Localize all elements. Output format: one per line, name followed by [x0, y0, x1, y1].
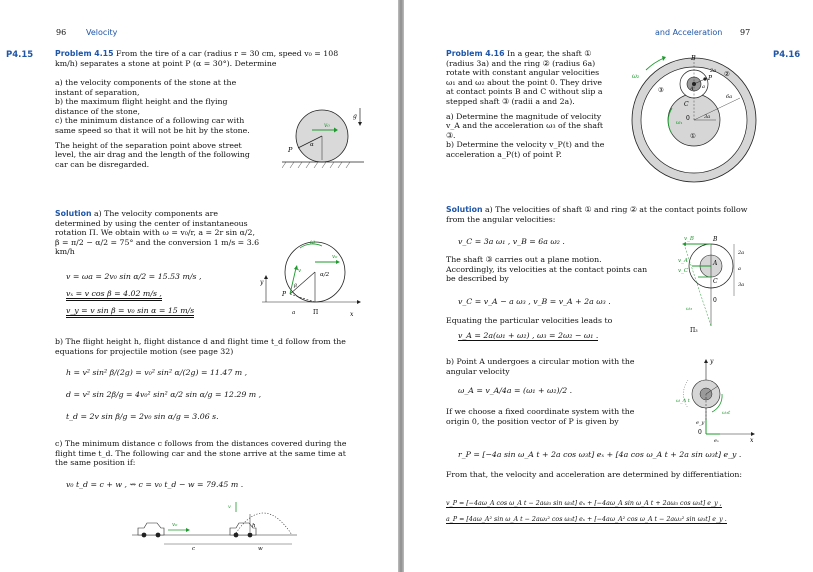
- gear-n2-label: ②: [724, 70, 730, 78]
- c-label: c: [192, 546, 196, 552]
- eq-d: d = v² sin 2β/g = 4v₀² sin² α/2 sin α/g = 12.29 m ,: [66, 390, 262, 399]
- coord-y-label: y: [710, 358, 714, 365]
- vel-a-dim: a: [738, 266, 741, 272]
- vel-b-label: B: [713, 236, 718, 243]
- left-page: [0, 0, 398, 572]
- problem-416-title: Problem 4.16: [446, 49, 505, 58]
- problem-statement: [55, 49, 360, 68]
- vel-a-label: A: [713, 260, 718, 267]
- point-p-label: P: [288, 146, 293, 154]
- following-car: [138, 523, 164, 535]
- gear-b-label: B: [691, 54, 696, 62]
- eq-vy: v_y = v sin β = v₀ sin α = 15 m/s: [66, 306, 194, 318]
- vel-vc-label: v_C: [678, 268, 689, 274]
- page-number-right: 97: [740, 28, 751, 37]
- vel-origin-label: 0: [713, 297, 717, 304]
- margin-tag-p415: P4.15: [6, 50, 34, 60]
- gear-3a-dim: 3a: [704, 114, 711, 120]
- v-arrow: [290, 268, 296, 294]
- item-c: c) the minimum distance of a following car with same speed so that it will not be hit by the stone.: [55, 116, 250, 135]
- position-text: If we choose a fixed coordinate system with the origin 0, the position vector of P is given by: [446, 407, 635, 426]
- eq-vp: v_P = [−4aω_A cos ω_A t − 2aω₃ sin ω₃t] eₓ + [−4aω_A sin ω_A t + 2aω₃ cos ω₃t] e_y ,: [446, 500, 722, 507]
- omega-label: ω: [310, 239, 315, 246]
- vel-c-label: C: [713, 278, 718, 285]
- v-label: v: [298, 268, 302, 274]
- y-label: y: [260, 279, 264, 286]
- solution-wheel-figure: [260, 232, 364, 322]
- page-number-left: 96: [56, 28, 67, 37]
- a-label: a: [292, 310, 296, 316]
- equating-text: Equating the particular velocities leads to: [446, 316, 613, 325]
- pi-label: Π: [313, 309, 319, 316]
- solution-416-a-body: a) The velocities of shaft ① and ring ② at the contact points follow from the angular velocities:: [446, 205, 748, 224]
- problem-items: [55, 78, 260, 169]
- eq-td: t_d = 2v sin β/g = 2v₀ sin α/g = 3.06 s.: [66, 412, 219, 421]
- gear-n3-label: ③: [658, 86, 664, 94]
- velocity-figure: [666, 228, 766, 338]
- gear-w2-label: ω₂: [632, 73, 640, 80]
- alpha2-label: α/2: [320, 272, 330, 278]
- from-that-text: From that, the velocity and acceleration are determined by differentiation:: [446, 470, 743, 479]
- problem-416-statement: [446, 49, 606, 160]
- gear-2a-dim: 2a: [710, 68, 717, 74]
- shaft-text: The shaft ③ carries out a plane motion. Accordingly, its velocities at the contact points can be described by: [446, 255, 648, 284]
- problem-416-intro: In a gear, the shaft ① (radius 3a) and the ring ② (radius 6a) rotate with constant angular velocities ω₁ and ω₂ about the point 0. They drive at contact points B and C without slip a stepped shaft ③ (radii a and 2a).: [446, 49, 603, 106]
- running-head-left: Velocity: [86, 28, 118, 37]
- eq-c: v₀ t_d = c + w , ⇝ c = v₀ t_d − w = 79.45 m .: [66, 480, 244, 489]
- beta-label: β: [294, 283, 297, 289]
- item-b: b) the maximum flight height and the flying distance of the stone,: [55, 97, 228, 116]
- solution-416-label: Solution: [446, 205, 483, 214]
- eq-v: v = ωa = 2v₀ sin α/2 = 15.53 m/s ,: [66, 272, 202, 281]
- gear-a-label: A: [690, 86, 694, 92]
- vel-va-label: v_A: [678, 258, 688, 264]
- coord-ey-label: e_y: [696, 420, 705, 426]
- gear-figure: [624, 48, 764, 188]
- vel-3a-label: 3a: [738, 282, 745, 288]
- coord-wa-label: ω_A t: [676, 398, 690, 404]
- solution-v0-label: v₀: [332, 254, 338, 260]
- gravity-label: g: [353, 113, 357, 120]
- solution-label: Solution: [55, 209, 92, 218]
- eq-rp: r_P = [−4a sin ω_A t + 2a cos ω₃t] eₓ + [4a cos ω_A t + 2a sin ω₃t] e_y .: [458, 450, 742, 459]
- vel-pi3-label: Π₃: [690, 327, 698, 334]
- solution-b-text: b) The flight height h, flight distance d and flight time t_d follow from the equations for projectile motion (see page 32): [55, 337, 346, 356]
- solution-416-a: [446, 205, 756, 224]
- gear-6a-dim: 6a: [726, 94, 733, 100]
- running-head-right: and Acceleration: [655, 28, 723, 37]
- gear-p-label: P: [708, 75, 713, 82]
- eq-wa: ω_A = v_A/4a = (ω₁ + ω₂)/2 .: [458, 386, 573, 395]
- solution-c-text: c) The minimum distance c follows from the distances covered during the flight time t_d. The following car and the stone arrive at the same time at the same position if:: [55, 439, 347, 468]
- coord-w3-label: ω₃t: [722, 410, 731, 416]
- eq-vx: vₓ = v cos β = 4.02 m/s ,: [66, 289, 162, 301]
- car-trajectory-figure: [132, 500, 297, 552]
- solution-a-body: a) The velocity components are determined by using the center of instantaneous rotation Π. We obtain with ω = v₀/r, a = 2r sin α/2, β = π/2 − α/2 = 75° and the conversion 1 m/s = 3.6 km/h: [55, 209, 260, 257]
- x-label: x: [350, 311, 354, 318]
- problem-intro: From the tire of a car (radius r = 30 cm, speed v₀ = 108 km/h) separates a stone at point P (α = 30°). Determine: [55, 49, 339, 68]
- gear-a-dim: a: [702, 84, 705, 90]
- eq-vc-vb: v_C = 3a ω₁ , v_B = 6a ω₂ .: [458, 237, 565, 246]
- gear-n1-label: ①: [690, 132, 696, 140]
- v0-label: v₀: [324, 122, 330, 129]
- margin-tag-p416: P4.16: [773, 50, 801, 60]
- eq-shaft: v_C = v_A − a ω₃ , v_B = v_A + 2a ω₃ .: [458, 297, 611, 306]
- solution-416-b: b) Point A undergoes a circular motion with the angular velocity: [446, 357, 635, 376]
- problem-note: The height of the separation point above street level, the air drag and the length of the following car can be disregarded.: [55, 140, 250, 169]
- item-a: a) the velocity components of the stone at the instant of separation,: [55, 78, 237, 97]
- solution-p-label: P: [282, 291, 287, 298]
- car-v0-label: v₀: [172, 522, 178, 528]
- h-label: h: [252, 523, 256, 529]
- coordinate-figure: [662, 354, 762, 446]
- w-label: w: [258, 546, 263, 552]
- eq-h: h = v² sin² β/(2g) = v₀² sin² α/(2g) = 11.47 m ,: [66, 368, 248, 377]
- eq-ap: a_P = [4aω_A² sin ω_A t − 2aω₃² cos ω₃t] eₓ + [−4aω_A² cos ω_A t − 2aω₃² sin ω₃t] e_y .: [446, 516, 727, 523]
- eq-va-w3: v_A = 2a(ω₁ + ω₂) , ω₃ = 2ω₂ − ω₁ .: [458, 331, 599, 340]
- problem-title: Problem 4.15: [55, 49, 114, 58]
- svg-text:v: v: [228, 504, 231, 510]
- gear-w1-label: ω₁: [676, 120, 683, 126]
- vel-2a-label: 2a: [738, 250, 745, 256]
- coord-ex-label: eₓ: [714, 438, 719, 444]
- vel-vb-label: v_B: [684, 236, 694, 242]
- problem-416-item-a: a) Determine the magnitude of velocity v_A and the acceleration ω₃ of the shaft ③.: [446, 111, 604, 140]
- vel-w3-label: ω₃: [686, 306, 693, 312]
- alpha-label: α: [310, 142, 314, 148]
- coord-x-label: x: [750, 437, 754, 444]
- gear-c-label: C: [684, 101, 689, 108]
- gear-origin-label: 0: [686, 115, 690, 122]
- road-hatching: [282, 162, 350, 168]
- problem-416-item-b: b) Determine the velocity v_P(t) and the acceleration a_P(t) of point P.: [446, 140, 605, 159]
- gravity-arrowhead: [358, 122, 362, 126]
- wheel-figure: [282, 100, 367, 180]
- right-page: [404, 0, 813, 572]
- solution-a-text: [55, 209, 260, 257]
- coord-origin-label: 0: [698, 429, 702, 436]
